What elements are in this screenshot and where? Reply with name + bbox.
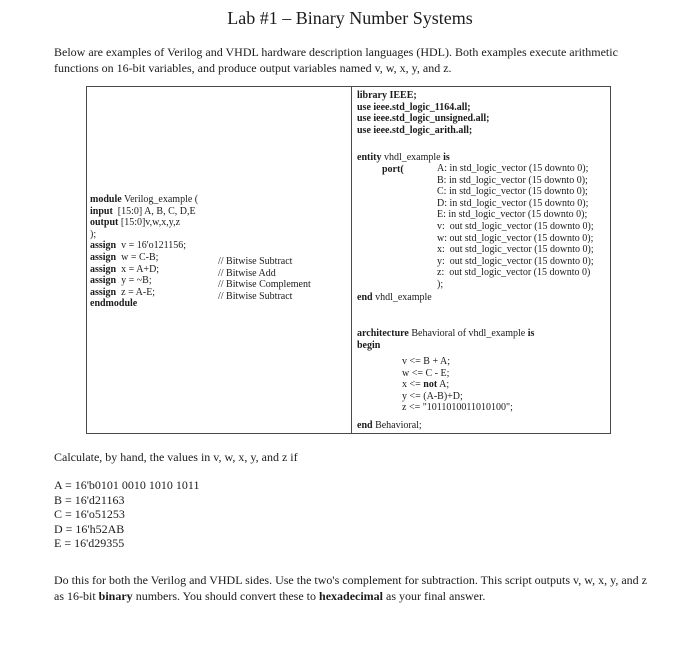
vhdl-port-list [437, 163, 594, 291]
input-value: B = 16'd21163 [54, 492, 125, 507]
vhdl-use-line: use ieee.std_logic_arith.all; [357, 124, 473, 136]
vhdl-statement: x <= not A; [402, 379, 450, 391]
vhdl-statement: z <= "1011010011010100"; [402, 402, 513, 414]
vhdl-end-behavioral-line: end Behavioral; [357, 420, 422, 431]
vhdl-port: y: out std_logic_vector (15 downto 0); [437, 255, 594, 267]
vhdl-port-line: port( [382, 163, 404, 175]
intro-paragraph: Below are examples of Verilog and VHDL hardware description languages (HDL). Both examples execute arithmetic functions on 16-bit variables, and produce output variables named v, w, x, y, and z. [54, 45, 618, 75]
input-values-list [54, 478, 200, 551]
verilog-comments [218, 256, 311, 302]
verilog-module-line: module Verilog_example ( [90, 194, 199, 205]
vhdl-port: v: out std_logic_vector (15 downto 0); [437, 220, 594, 232]
input-value: A = 16'b0101 0010 1010 1011 [54, 478, 200, 492]
input-value: C = 16'o51253 [54, 507, 125, 522]
vhdl-port: D: in std_logic_vector (15 downto 0); [437, 197, 589, 209]
vhdl-port-close: ); [437, 278, 444, 290]
verilog-comment: // Bitwise Complement [218, 279, 311, 291]
vhdl-library-block [357, 90, 490, 136]
verilog-assign-line: assign v = 16'o121156; [90, 240, 186, 252]
verilog-assign-line: assign w = C-B; [90, 251, 159, 263]
calculate-instruction: Calculate, by hand, the values in v, w, x, y, and z if [54, 450, 298, 464]
verilog-comment: // Bitwise Subtract [218, 290, 293, 302]
verilog-code [90, 194, 198, 310]
verilog-assign-line: assign z = A-E; [90, 286, 156, 298]
vhdl-architecture-line: architecture Behavioral of vhdl_example is [357, 328, 535, 339]
vhdl-port: A: in std_logic_vector (15 downto 0); [437, 163, 589, 174]
vhdl-port: w: out std_logic_vector (15 downto 0); [437, 232, 594, 244]
vhdl-statement: w <= C - E; [402, 367, 450, 379]
input-value: E = 16'd29355 [54, 536, 125, 551]
verilog-assign-line: assign x = A+D; [90, 263, 160, 275]
verilog-close-line: ); [90, 228, 97, 240]
vhdl-port: E: in std_logic_vector (15 downto 0); [437, 209, 588, 221]
code-box-divider [351, 86, 352, 434]
vhdl-port: B: in std_logic_vector (15 downto 0); [437, 174, 588, 186]
verilog-endmodule-line: endmodule [90, 298, 138, 310]
vhdl-port: z: out std_logic_vector (15 downto 0) [437, 267, 591, 279]
vhdl-entity-line: entity vhdl_example is [357, 152, 450, 163]
verilog-input-line: input [15:0] A, B, C, D,E [90, 205, 196, 217]
vhdl-architecture-block [357, 328, 534, 351]
input-value: D = 16'h52AB [54, 521, 125, 536]
vhdl-port: C: in std_logic_vector (15 downto 0); [437, 186, 588, 198]
vhdl-use-line: use ieee.std_logic_1164.all; [357, 101, 471, 113]
vhdl-end-entity-line: end vhdl_example [357, 292, 432, 303]
verilog-comment: // Bitwise Add [218, 267, 276, 279]
vhdl-entity-block [357, 152, 450, 175]
vhdl-begin-line: begin [357, 339, 381, 351]
vhdl-library-line: library IEEE; [357, 90, 417, 101]
page-title: Lab #1 – Binary Number Systems [227, 8, 473, 28]
vhdl-statement: v <= B + A; [402, 356, 451, 367]
instructions-paragraph: Do this for both the Verilog and VHDL sides. Use the two's complement for subtraction. This script outputs v, w, x, y, and z as 16-bit binary numbers. You should convert these to hexadecimal as your final answer. [54, 573, 647, 603]
vhdl-statements [402, 356, 513, 414]
vhdl-use-line: use ieee.std_logic_unsigned.all; [357, 113, 490, 125]
verilog-output-line: output [15:0]v,w,x,y,z [90, 217, 181, 229]
vhdl-statement: y <= (A-B)+D; [402, 390, 463, 402]
vhdl-port: x: out std_logic_vector (15 downto 0); [437, 244, 594, 256]
verilog-assign-line: assign y = ~B; [90, 275, 152, 287]
verilog-comment: // Bitwise Subtract [218, 256, 293, 267]
